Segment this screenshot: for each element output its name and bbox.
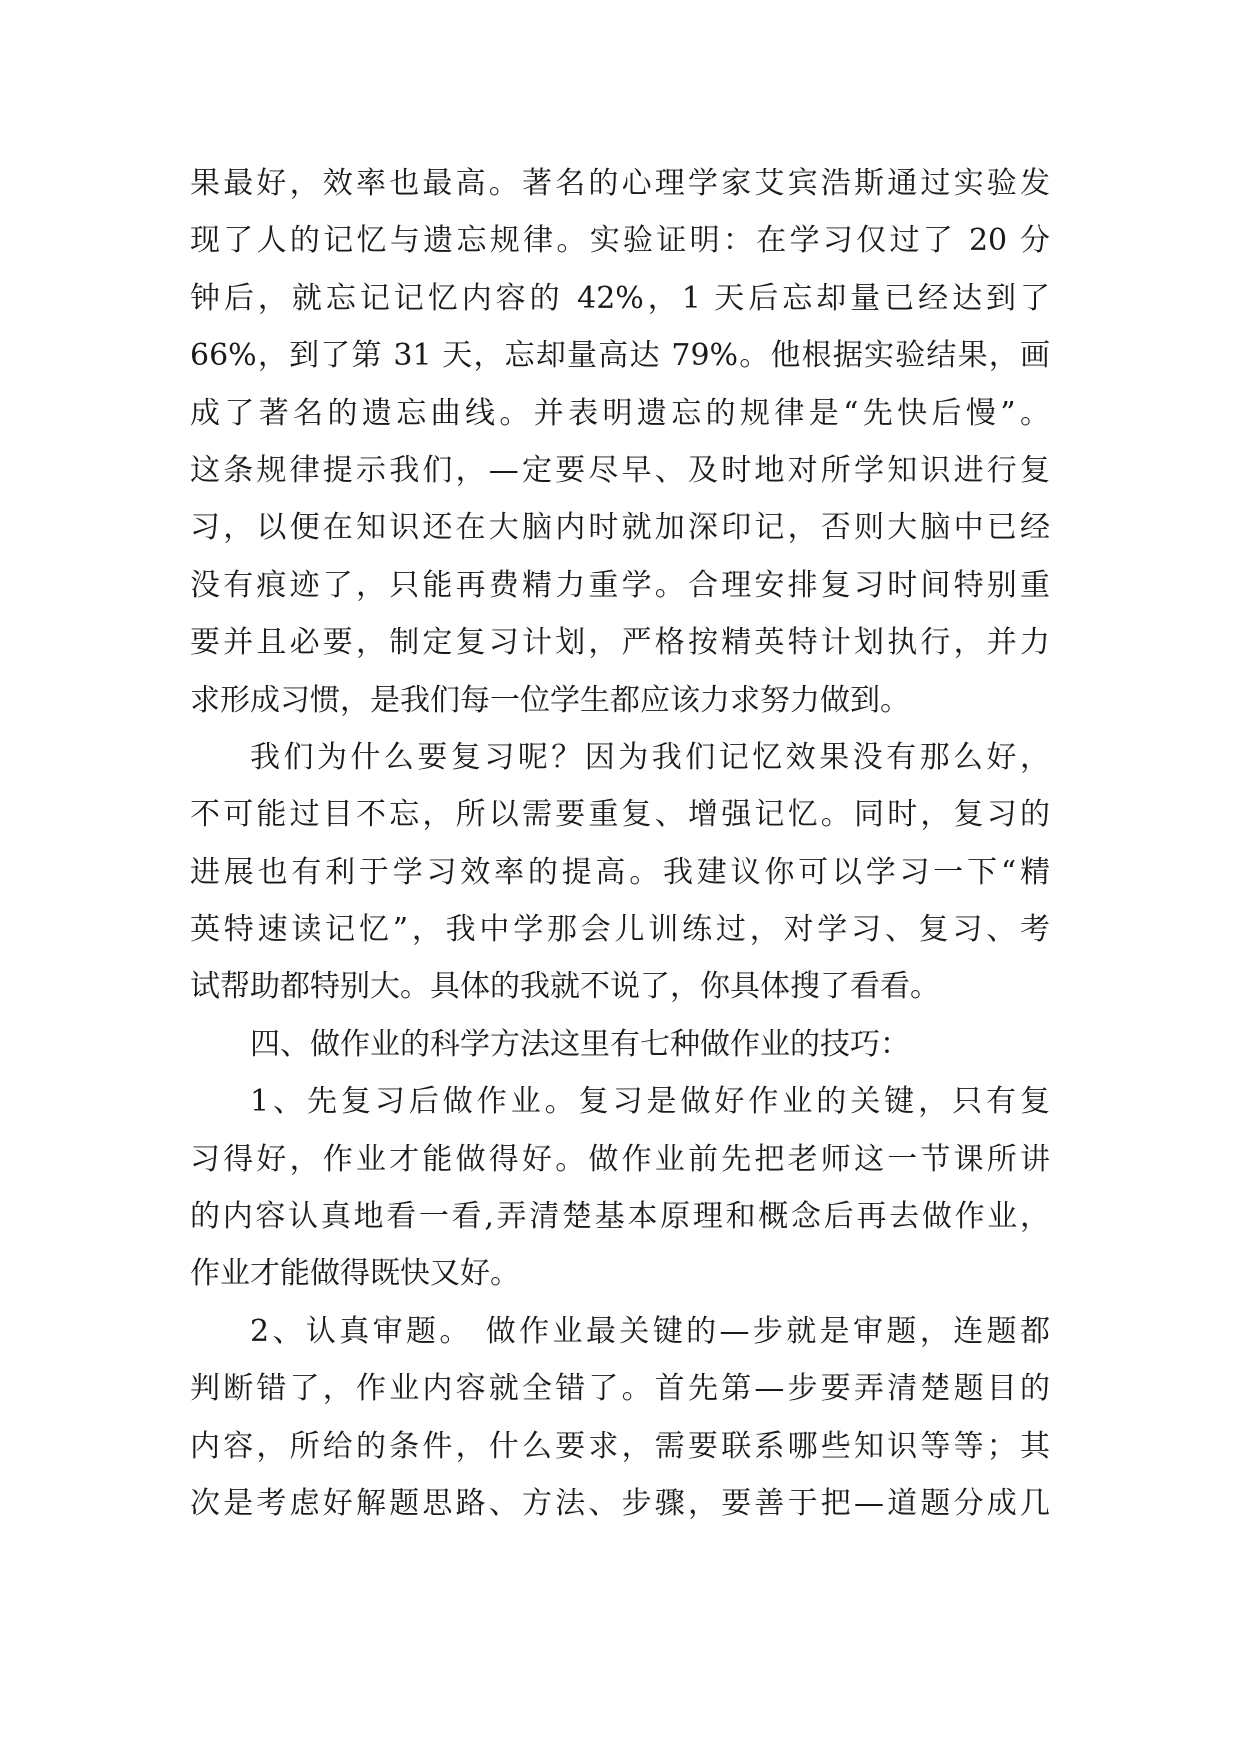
text-line: 66%，到了第 31 天，忘却量高达 79%。他根据实验结果，画 (190, 338, 1050, 374)
text-line: 1、先复习后做作业。复习是做好作业的关键，只有复 (250, 1084, 1050, 1120)
text-line: 求形成习惯，是我们每一位学生都应该力求努力做到。 (190, 682, 910, 718)
text-line: 这条规律提示我们，—定要尽早、及时地对所学知识进行复 (190, 452, 1050, 488)
text-line: 钟后，就忘记记忆内容的 42%，1 天后忘却量已经达到了 (190, 280, 1050, 316)
text-line: 次是考虑好解题思路、方法、步骤，要善于把—道题分成几 (190, 1485, 1050, 1521)
text-line: 判断错了，作业内容就全错了。首先第—步要弄清楚题目的 (190, 1371, 1050, 1407)
text-line: 试帮助都特别大。具体的我就不说了，你具体搜了看看。 (190, 969, 940, 1005)
text-line: 不可能过目不忘，所以需要重复、增强记忆。同时，复习的 (190, 797, 1050, 833)
text-line: 习，以便在知识还在大脑内时就加深印记，否则大脑中已经 (190, 510, 1050, 546)
text-line: 习得好，作业才能做得好。做作业前先把老师这一节课所讲 (190, 1141, 1050, 1177)
text-line: 进展也有利于学习效率的提高。我建议你可以学习一下“精 (190, 854, 1050, 890)
text-line: 现了人的记忆与遗忘规律。实验证明：在学习仅过了 20 分 (190, 223, 1050, 259)
text-line: 内容，所给的条件，什么要求，需要联系哪些知识等等；其 (190, 1428, 1050, 1464)
text-line: 果最好，效率也最高。著名的心理学家艾宾浩斯通过实验发 (190, 166, 1050, 201)
section-heading: 四、做作业的科学方法这里有七种做作业的技巧： (250, 1026, 910, 1062)
text-line: 要并且必要，制定复习计划，严格按精英特计划执行，并力 (190, 625, 1050, 661)
text-line: 成了著名的遗忘曲线。并表明遗忘的规律是“先快后慢”。 (190, 395, 1050, 431)
text-line: 2、认真审题。 做作业最关键的—步就是审题，连题都 (250, 1313, 1050, 1349)
text-line: 的内容认真地看一看,弄清楚基本原理和概念后再去做作业， (190, 1199, 1050, 1235)
text-line: 没有痕迹了，只能再费精力重学。合理安排复习时间特别重 (190, 567, 1050, 603)
text-line: 我们为什么要复习呢？因为我们记忆效果没有那么好， (250, 739, 1050, 775)
text-line: 作业才能做得既快又好。 (190, 1256, 520, 1292)
text-line: 英特速读记忆”，我中学那会儿训练过，对学习、复习、考 (190, 912, 1050, 948)
document-body (190, 155, 1050, 1532)
